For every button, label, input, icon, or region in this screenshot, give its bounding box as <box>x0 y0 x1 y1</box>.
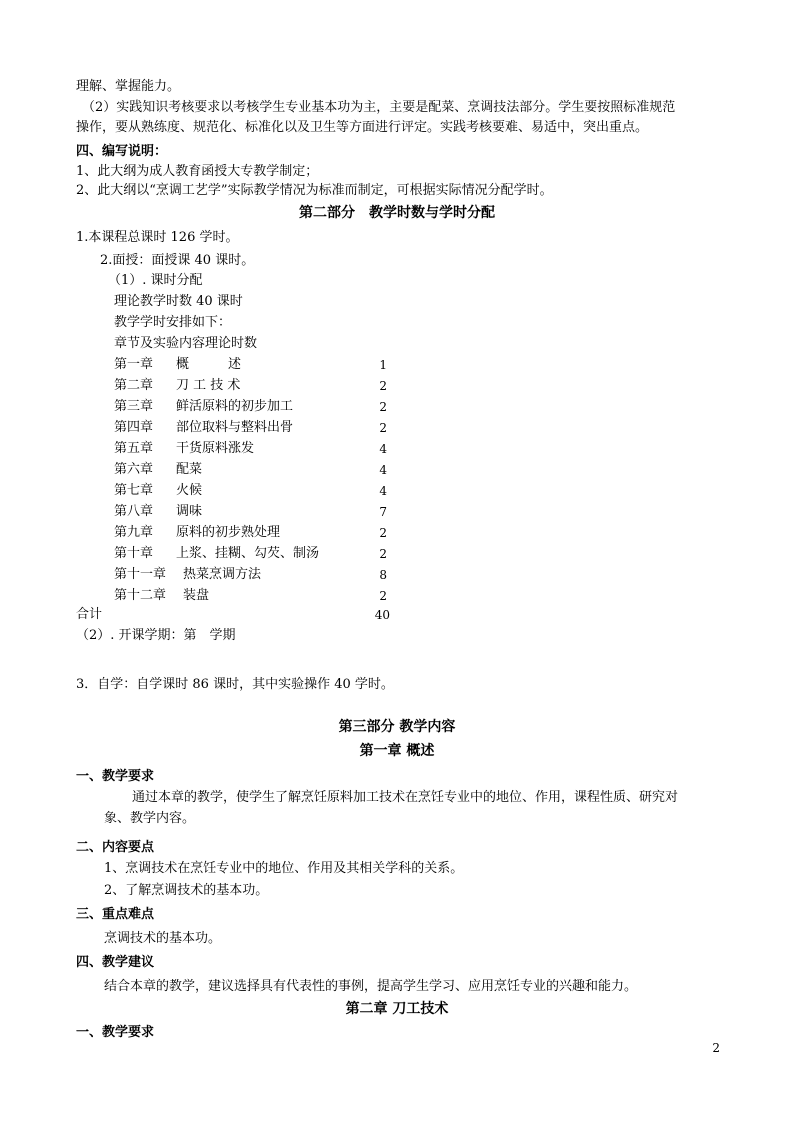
chapter-title: 第二章 刀工技术 <box>345 1001 449 1017</box>
list-item: 2、了解烹调技术的基本功。 <box>104 883 269 898</box>
chapter-hours: 1 <box>379 358 387 372</box>
chapter-name: 概 述 <box>176 357 242 372</box>
chapter-number: 第十章 <box>114 546 154 561</box>
chapter-number: 第十二章 <box>114 588 167 603</box>
chapter-number: 第十一章 <box>114 567 167 582</box>
chapter-name: 上浆、挂糊、勾芡、制汤 <box>176 546 320 561</box>
paragraph-line: 烹调技术的基本功。 <box>104 931 222 946</box>
section-heading: 四、教学建议 <box>76 955 155 970</box>
section-heading: 四、编写说明： <box>76 144 168 159</box>
chapter-hours: 7 <box>379 505 387 519</box>
section-heading: 一、教学要求 <box>76 1025 155 1040</box>
paragraph-line: （2）实践知识考核要求以考核学生专业基本功为主，主要是配菜、烹调技法部分。学生要按照标准规范 <box>82 100 676 115</box>
chapter-hours: 2 <box>379 379 387 393</box>
paragraph-line: 2.面授：面授课 40 课时。 <box>100 253 255 268</box>
chapter-number: 第五章 <box>114 441 154 456</box>
chapter-hours: 4 <box>379 463 387 477</box>
paragraph-line: 理解、掌握能力。 <box>76 79 181 94</box>
chapter-hours: 2 <box>379 421 387 435</box>
chapter-name: 鲜活原料的初步加工 <box>176 399 294 414</box>
chapter-number: 第六章 <box>114 462 154 477</box>
chapter-hours: 2 <box>379 526 387 540</box>
paragraph-line: 结合本章的教学，建议选择具有代表性的事例，提高学生学习、应用烹饪专业的兴趣和能力。 <box>104 979 638 994</box>
chapter-number: 第九章 <box>114 525 154 540</box>
chapter-hours: 2 <box>379 400 387 414</box>
paragraph-line: 通过本章的教学，使学生了解烹饪原料加工技术在烹饪专业中的地位、作用，课程性质、研究对 <box>132 790 679 805</box>
total-value: 40 <box>374 608 390 622</box>
total-label: 合计 <box>76 607 103 622</box>
list-item: 2、此大纲以“烹调工艺学”实际教学情况为标准而制定，可根据实际情况分配学时。 <box>76 183 553 198</box>
chapter-number: 第二章 <box>114 378 154 393</box>
chapter-name: 装盘 <box>183 588 210 603</box>
chapter-name: 火候 <box>176 483 203 498</box>
chapter-hours: 2 <box>379 547 387 561</box>
chapter-name: 干货原料涨发 <box>176 441 255 456</box>
chapter-name: 原料的初步熟处理 <box>176 525 281 540</box>
paragraph-line: 教学学时安排如下： <box>114 315 232 330</box>
paragraph-line: 3．自学：自学课时 86 课时，其中实验操作 40 学时。 <box>76 677 394 692</box>
chapter-name: 刀 工 技 术 <box>176 378 241 393</box>
chapter-name: 热菜烹调方法 <box>183 567 262 582</box>
paragraph-line: 理论教学时数 40 课时 <box>114 294 243 309</box>
paragraph-line: 操作，要从熟练度、规范化、标准化以及卫生等方面进行评定。实践考核要难、易适中，突出重点。 <box>76 120 649 135</box>
chapter-number: 第三章 <box>114 399 154 414</box>
list-item: 1、此大纲为成人教育函授大专教学制定； <box>76 164 319 179</box>
part-title: 第二部分 教学时数与学时分配 <box>299 205 495 221</box>
chapter-hours: 8 <box>379 568 387 582</box>
chapter-hours: 4 <box>379 484 387 498</box>
chapter-number: 第八章 <box>114 504 154 519</box>
chapter-name: 部位取料与整料出骨 <box>176 420 294 435</box>
paragraph-line: 1.本课程总课时 126 学时。 <box>76 230 239 245</box>
chapter-number: 第七章 <box>114 483 154 498</box>
chapter-name: 调味 <box>176 504 203 519</box>
paragraph-line: （2）. 开课学期：第 学期 <box>76 628 236 643</box>
chapter-name: 配菜 <box>176 462 203 477</box>
chapter-hours: 2 <box>379 589 387 603</box>
chapter-number: 第一章 <box>114 357 154 372</box>
section-heading: 三、重点难点 <box>76 907 155 922</box>
chapter-number: 第四章 <box>114 420 154 435</box>
chapter-hours: 4 <box>379 442 387 456</box>
section-heading: 二、内容要点 <box>76 840 155 855</box>
paragraph-line: （1）. 课时分配 <box>108 273 203 288</box>
page-number: 2 <box>712 1041 720 1055</box>
section-heading: 一、教学要求 <box>76 769 155 784</box>
paragraph-line: 章节及实验内容理论时数 <box>114 336 258 351</box>
part-title: 第三部分 教学内容 <box>338 719 456 735</box>
paragraph-line: 象、教学内容。 <box>104 811 196 826</box>
list-item: 1、烹调技术在烹饪专业中的地位、作用及其相关学科的关系。 <box>104 861 464 876</box>
chapter-title: 第一章 概述 <box>359 743 435 759</box>
